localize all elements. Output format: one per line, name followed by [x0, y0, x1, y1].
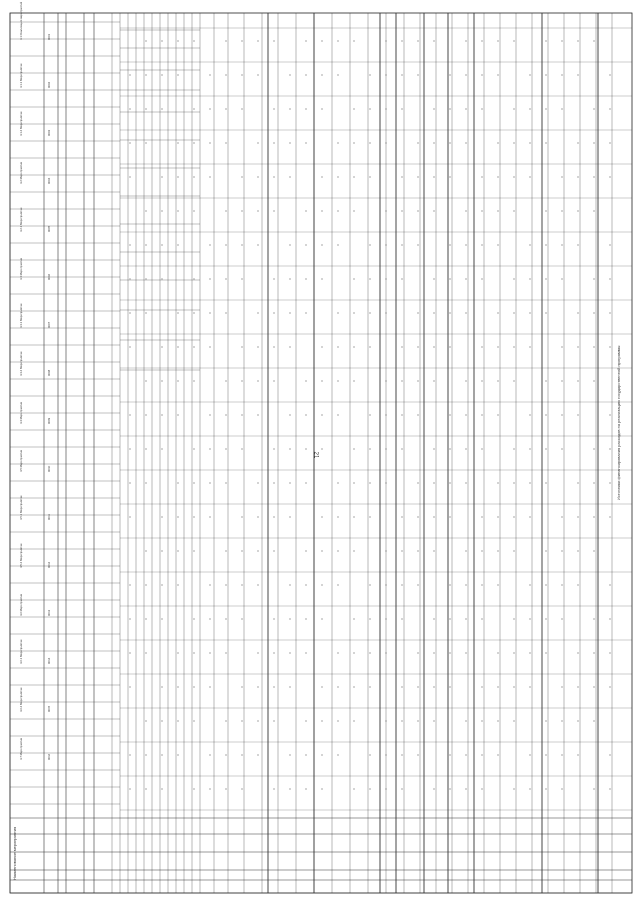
activity-code: 0009 — [47, 417, 51, 424]
activity-label: 4.1 Реализация мероприятий — [19, 1, 23, 40]
activity-label: 4.6.2 Мероприятие — [19, 687, 23, 712]
table-border — [10, 13, 632, 893]
table-title: Источники финансирования расходов на реализацию государственной программы — [616, 345, 621, 500]
activity-label: 4.7 Мероприятие — [19, 737, 23, 760]
activity-label: 4.5 Мероприятие — [19, 449, 23, 472]
activity-code: 0005 — [47, 225, 51, 232]
activity-code: 0001 — [47, 33, 51, 40]
activity-label: 4.2.1 Мероприятие — [19, 207, 23, 232]
activity-label: 4.1.2 Мероприятие — [19, 111, 23, 136]
activity-label: 4.4 Мероприятие — [19, 401, 23, 424]
activity-label: 4.3.1 Мероприятие — [19, 303, 23, 328]
activity-code: 0008 — [47, 369, 51, 376]
activity-label: 4.6 Мероприятие — [19, 593, 23, 616]
activity-label: 4.5.2 Мероприятие — [19, 543, 23, 568]
activity-code: 0004 — [47, 177, 51, 184]
activity-code: 0013 — [47, 609, 51, 616]
activity-code: 0016 — [47, 753, 51, 760]
activity-code: 0011 — [47, 513, 51, 520]
activity-code: 0003 — [47, 129, 51, 136]
activity-code: 0002 — [47, 81, 51, 88]
activity-code: 0012 — [47, 561, 51, 568]
activity-label: 4.3.2 Мероприятие — [19, 351, 23, 376]
activity-code: 0010 — [47, 465, 51, 472]
activity-label: 4.2 Мероприятие — [19, 161, 23, 184]
activity-code: 0015 — [47, 705, 51, 712]
row-header: Наименование мероприятия — [12, 826, 17, 880]
page-number: 21 — [312, 451, 319, 459]
activity-label: 4.5.1 Мероприятие — [19, 495, 23, 520]
activity-label: 4.6.1 Мероприятие — [19, 639, 23, 664]
activity-code: 0007 — [47, 321, 51, 328]
activity-code: 0006 — [47, 273, 51, 280]
activity-label: 4.1.1 Мероприятие — [19, 63, 23, 88]
activity-code: 0014 — [47, 657, 51, 664]
activity-label: 4.3 Мероприятие — [19, 257, 23, 280]
